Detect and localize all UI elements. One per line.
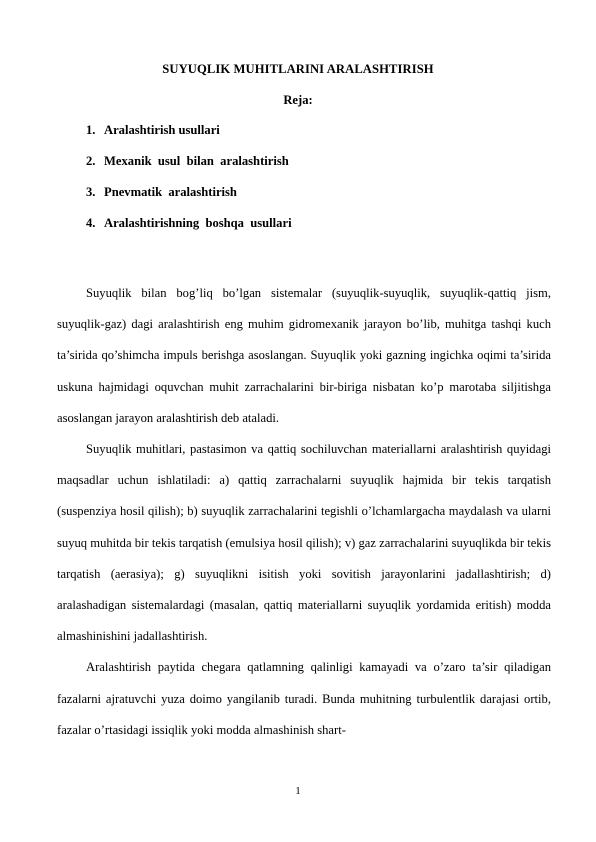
plan-item-text: Pnevmatik aralashtirish [104,185,237,199]
plan-item-text: Aralashtirishning boshqa usullari [104,216,292,230]
document-title: SUYUQLIK MUHITLARINI ARALASHTIRISH [162,62,434,76]
plan-heading: Reja: [283,93,313,107]
plan-item-text: Mexanik usul bilan aralashtirish [104,154,289,168]
page-number: 1 [295,785,301,797]
plan-item-text: Aralashtirish usullari [104,123,220,137]
document-body [57,278,551,746]
plan-item-number: 3. [86,185,96,199]
plan-list [86,122,292,246]
body-paragraph: Suyuqlik bilan bog’liq bo’lgan sistemalar (suyuqlik-suyuqlik, suyuqlik-qattiq jism, suyuqlik-gaz) dagi aralashtirish eng muhim gidromexanik jarayon bo’lib, muhitga tashqi kuch ta’sirida qo’shimcha impuls berishga asoslangan. Suyuqlik yoki gazning ingichka oqimi ta’sirida uskuna hajmidagi oquvchan muhit zarrachalarini bir-biriga nisbatan ko’p marotaba siljitishga asoslangan jarayon aralashtirish deb ataladi. [57,286,551,425]
plan-item [86,153,292,184]
plan-item-number: 4. [86,216,96,230]
plan-item-number: 1. [86,123,96,137]
plan-item [86,184,292,215]
plan-item [86,122,292,153]
body-paragraph: Aralashtirish paytida chegara qatlamning qalinligi kamayadi va o’zaro ta’sir qiladigan fazalarni ajratuvchi yuza doimo yangilanib turadi. Bunda muhitning turbulentlik darajasi ortib, fazalar o’rtasidagi issiqlik yoki modda almashinish shart- [57,660,551,737]
plan-item [86,215,292,246]
body-paragraph: Suyuqlik muhitlari, pastasimon va qattiq sochiluvchan materiallarni aralashtirish quyidagi maqsadlar uchun ishlatiladi: a) qattiq zarrachalarni suyuqlik hajmida bir tekis tarqatish (suspenziya hosil qilish); b) suyuqlik zarrachalarini tegishli o’lchamlargacha maydalash va ularni suyuq muhitda bir tekis tarqatish (emulsiya hosil qilish); v) gaz zarrachalarini suyuqlikda bir tekis tarqatish (aerasiya); g) suyuqlikni isitish yoki sovitish jarayonlarini jadallashtirish; d) aralashadigan sistemalardagi (masalan, qattiq materiallarni suyuqlik yordamida eritish) modda almashinishini jadallashtirish. [57,442,551,644]
plan-item-number: 2. [86,154,96,168]
